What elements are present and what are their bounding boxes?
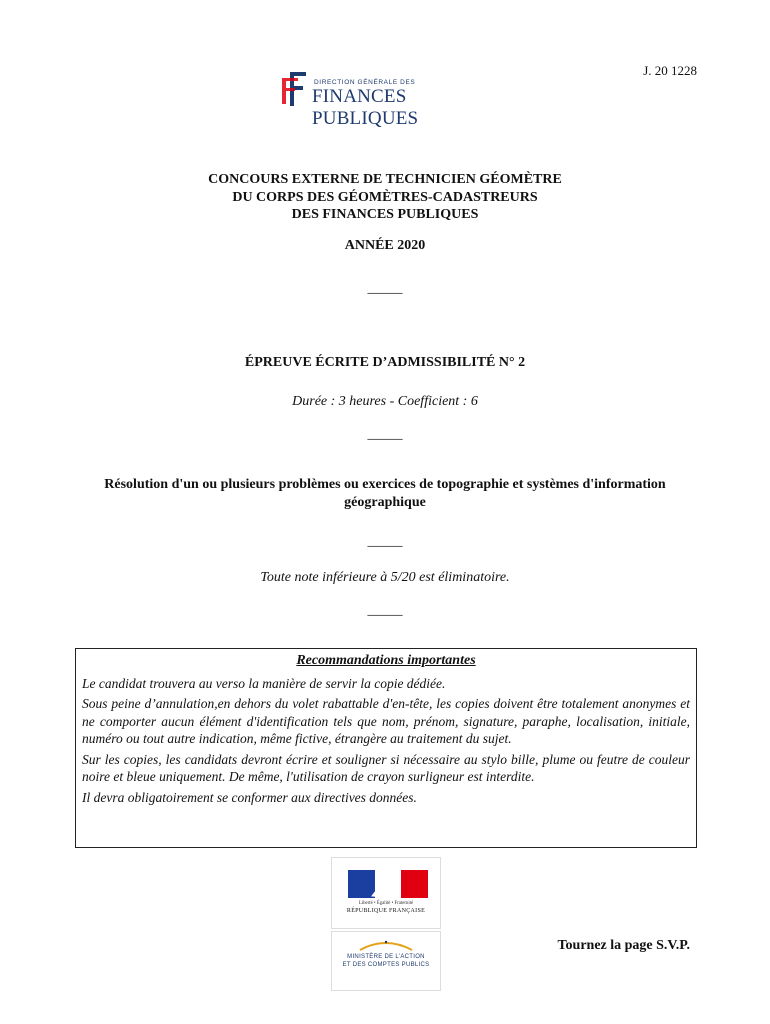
logo-top-text: DIRECTION GÉNÉRALE DES (314, 79, 416, 86)
ministere-name (332, 954, 440, 969)
recommendations-heading: Recommandations importantes (296, 653, 476, 668)
separator: _____ (367, 427, 403, 442)
exam-test-title: ÉPREUVE ÉCRITE D’ADMISSIBILITÉ N° 2 (244, 355, 526, 370)
republique-francaise-logo (331, 857, 441, 929)
separator: _____ (367, 534, 403, 549)
ministere-line: ET DES COMPTES PUBLICS (342, 961, 430, 968)
exam-year: ANNÉE 2020 (344, 238, 426, 253)
turn-page-note: Tournez la page S.V.P. (557, 938, 690, 953)
logo-main-text: FINANCES PUBLIQUES (312, 86, 419, 129)
recommendation-paragraph: Le candidat trouvera au verso la manière de servir la copie dédiée. (82, 675, 446, 691)
dgfip-logo-icon (276, 68, 310, 110)
document-reference: J. 20 1228 (643, 63, 697, 78)
republic-name: RÉPUBLIQUE FRANÇAISE (346, 908, 426, 914)
separator: _____ (367, 603, 403, 618)
exam-subject: Résolution d'un ou plusieurs problèmes ou exercices de topographie et systèmes d'information géographique (104, 477, 666, 510)
marianne-profile-icon (366, 872, 408, 898)
ministere-logo (331, 931, 441, 991)
recommendation-paragraph: Sous peine d’annulation,en dehors du volet rabattable d'en-tête, les copies doivent être totalement anonymes et ne comporter aucun élément d'identification tels que nom, prénom, signature, paraphe, localisation, initiale, numéro ou tout autre indication, même fictive, étrangère au traitement du sujet. (82, 696, 690, 746)
recommendation-paragraph: Il devra obligatoirement se conformer aux directives données. (82, 789, 417, 805)
separator: _____ (367, 281, 403, 296)
exam-duration: Durée : 3 heures - Coefficient : 6 (292, 394, 478, 409)
exam-title (0, 171, 770, 224)
dgfip-logo (276, 68, 501, 129)
elimination-note: Toute note inférieure à 5/20 est éliminatoire. (260, 570, 510, 585)
recommendations-box (75, 648, 697, 848)
title-line: DU CORPS DES GÉOMÈTRES-CADASTREURS (232, 189, 538, 205)
title-line: CONCOURS EXTERNE DE TECHNICIEN GÉOMÈTRE (208, 172, 562, 187)
title-line: DES FINANCES PUBLIQUES (291, 207, 479, 222)
ministere-line: MINISTÈRE DE L’ACTION (347, 954, 425, 960)
republic-motto: Liberté • Égalité • Fraternité (358, 901, 414, 906)
recommendation-paragraph: Sur les copies, les candidats devront écrire et souligner si nécessaire au stylo bille, plume ou feutre de couleur noire et bleue uniquement. De même, l'utilisation de crayon surligneur est interdite. (82, 751, 690, 784)
ministere-arc-icon (356, 938, 416, 952)
